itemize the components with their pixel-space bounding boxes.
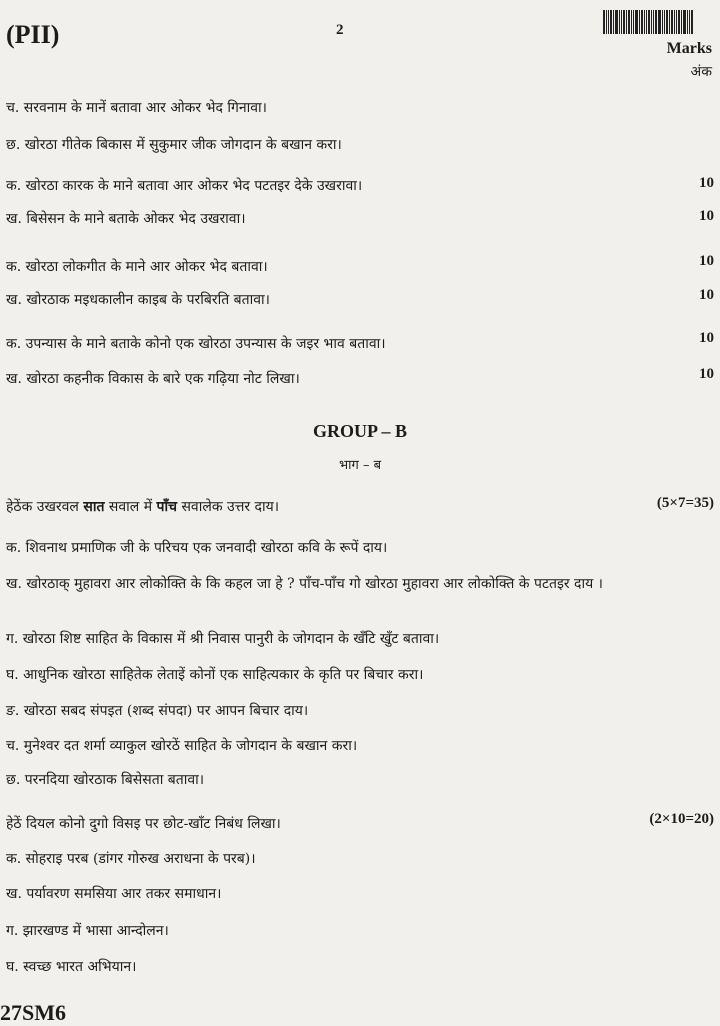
question-item: क. खोरठा लोकगीत के माने आर ओकर भेद बतावा। <box>6 259 268 275</box>
barcode-stripe <box>606 10 607 34</box>
question-item: ख. खोरठाक मइधकालीन काइब के परबिरति बतावा। <box>6 292 270 308</box>
barcode-stripe <box>678 10 680 34</box>
question-item: ख. खोरठा कहनीक विकास के बारे एक गढ़िया नोट लिखा। <box>6 371 300 387</box>
question-item: ग. खोरठा शिष्ट साहित के विकास में श्री निवास पानुरी के जोगदान के खँटि खुँट बतावा। <box>6 631 440 647</box>
barcode-stripe <box>608 10 609 34</box>
barcode-stripe <box>674 10 675 34</box>
barcode-stripe <box>664 10 665 34</box>
barcode-stripe <box>658 10 661 34</box>
barcode-stripe <box>613 10 614 34</box>
barcode-stripe <box>621 10 622 34</box>
instruction-marks: (2×10=20) <box>649 811 714 827</box>
instruction-text: सवाल में <box>104 499 157 515</box>
barcode-stripe <box>626 10 627 34</box>
question-item: क. उपन्यास के माने बताके कोनो एक खोरठा उपन्यास के जइर भाव बतावा। <box>6 336 386 352</box>
barcode-stripe <box>653 10 654 34</box>
barcode-stripe <box>623 10 625 34</box>
barcode-stripe <box>641 10 643 34</box>
question-item: ख. बिसेसन के माने बताके ओकर भेद उखरावा। <box>6 211 246 227</box>
question-marks: 10 <box>699 287 714 303</box>
barcode-stripe <box>676 10 677 34</box>
instruction-bold: पाँच <box>156 499 177 515</box>
question-item: छ. परनदिया खोरठाक बिसेसता बतावा। <box>6 772 205 788</box>
barcode-stripe <box>662 10 663 34</box>
question-item: च. मुनेश्वर दत शर्मा व्याकुल खोरठें साहित के जोगदान के बखान करा। <box>6 738 358 754</box>
group-b-title: GROUP – B <box>312 421 407 441</box>
page-number: 2 <box>336 22 344 38</box>
question-item: क. खोरठा कारक के माने बतावा आर ओकर भेद पटतइर देके उखरावा। <box>6 178 363 194</box>
barcode-stripe <box>644 10 645 34</box>
barcode-stripe <box>671 10 673 34</box>
barcode-stripe <box>687 10 688 34</box>
instruction-marks: (5×7=35) <box>656 495 714 511</box>
instruction-bold: सात <box>83 499 105 515</box>
marks-heading-hi: अंक <box>690 64 712 80</box>
instruction-text: सवालेक उत्तर दाय। <box>177 499 280 515</box>
barcode-stripe <box>683 10 686 34</box>
question-item: च. सरवनाम के मानें बतावा आर ओकर भेद गिनावा। <box>6 100 267 116</box>
footer-code: 27SM6 <box>0 1000 66 1025</box>
question-item: घ. आधुनिक खोरठा साहितेक लेताइें कोनों एक साहित्यकार के कृति पर बिचार करा। <box>6 667 424 683</box>
instruction-essay: हेठें दियल कोनो दुगो विसइ पर छोट-खाँट निबंध लिखा। <box>6 816 281 832</box>
marks-heading-en: Marks <box>666 40 712 57</box>
barcode-stripe <box>633 10 634 34</box>
barcode-stripe <box>648 10 650 34</box>
essay-topic: ख. पर्यावरण समसिया आर तकर समाधान। <box>6 886 222 902</box>
barcode-stripe <box>639 10 640 34</box>
barcode-stripe <box>691 10 693 34</box>
question-marks: 10 <box>699 175 714 191</box>
barcode-stripe <box>669 10 670 34</box>
group-b-subtitle: भाग – ब <box>338 458 381 473</box>
barcode-stripe <box>655 10 657 34</box>
question-item: ङ. खोरठा सबद संपइत (शब्द संपदा) पर आपन बिचार दाय। <box>6 703 309 719</box>
barcode-stripe <box>603 10 605 34</box>
question-item: क. शिवनाथ प्रमाणिक जी के परिचय एक जनवादी खोरठा कवि के रूपें दाय। <box>6 540 388 556</box>
essay-topic: क. सोहराइ परब (डांगर गोरुख अराधना के परब)। <box>6 851 256 867</box>
paper-code: (PII) <box>6 20 60 49</box>
essay-topic: ग. झारखण्ड में भासा आन्दोलन। <box>6 923 169 939</box>
barcode-stripe <box>615 10 618 34</box>
barcode-stripe <box>631 10 632 34</box>
barcode-stripe <box>619 10 620 34</box>
instruction-text: हेठेंक उखरवल <box>6 499 84 515</box>
barcode-stripe <box>635 10 638 34</box>
question-item: छ. खोरठा गीतेक बिकास में सुकुमार जीक जोगदान के बखान करा। <box>6 137 342 153</box>
barcode-stripe <box>651 10 652 34</box>
barcode-stripe <box>628 10 630 34</box>
barcode <box>603 10 713 34</box>
barcode-stripe <box>610 10 612 34</box>
essay-topic: घ. स्वच्छ भारत अभियान। <box>6 959 137 975</box>
barcode-stripe <box>689 10 690 34</box>
question-marks: 10 <box>699 208 714 224</box>
barcode-stripe <box>646 10 647 34</box>
instruction-b <box>6 497 279 516</box>
question-marks: 10 <box>699 330 714 346</box>
question-marks: 10 <box>699 366 714 382</box>
question-marks: 10 <box>699 253 714 269</box>
barcode-stripe <box>681 10 682 34</box>
barcode-stripe <box>666 10 668 34</box>
question-item: ख. खोरठाक् मुहावरा आर लोकोक्ति के कि कहल जा हे ? पाँच-पाँच गो खोरठा मुहावरा आर लोकोक्ति के पटतइर दाय । <box>6 576 603 592</box>
